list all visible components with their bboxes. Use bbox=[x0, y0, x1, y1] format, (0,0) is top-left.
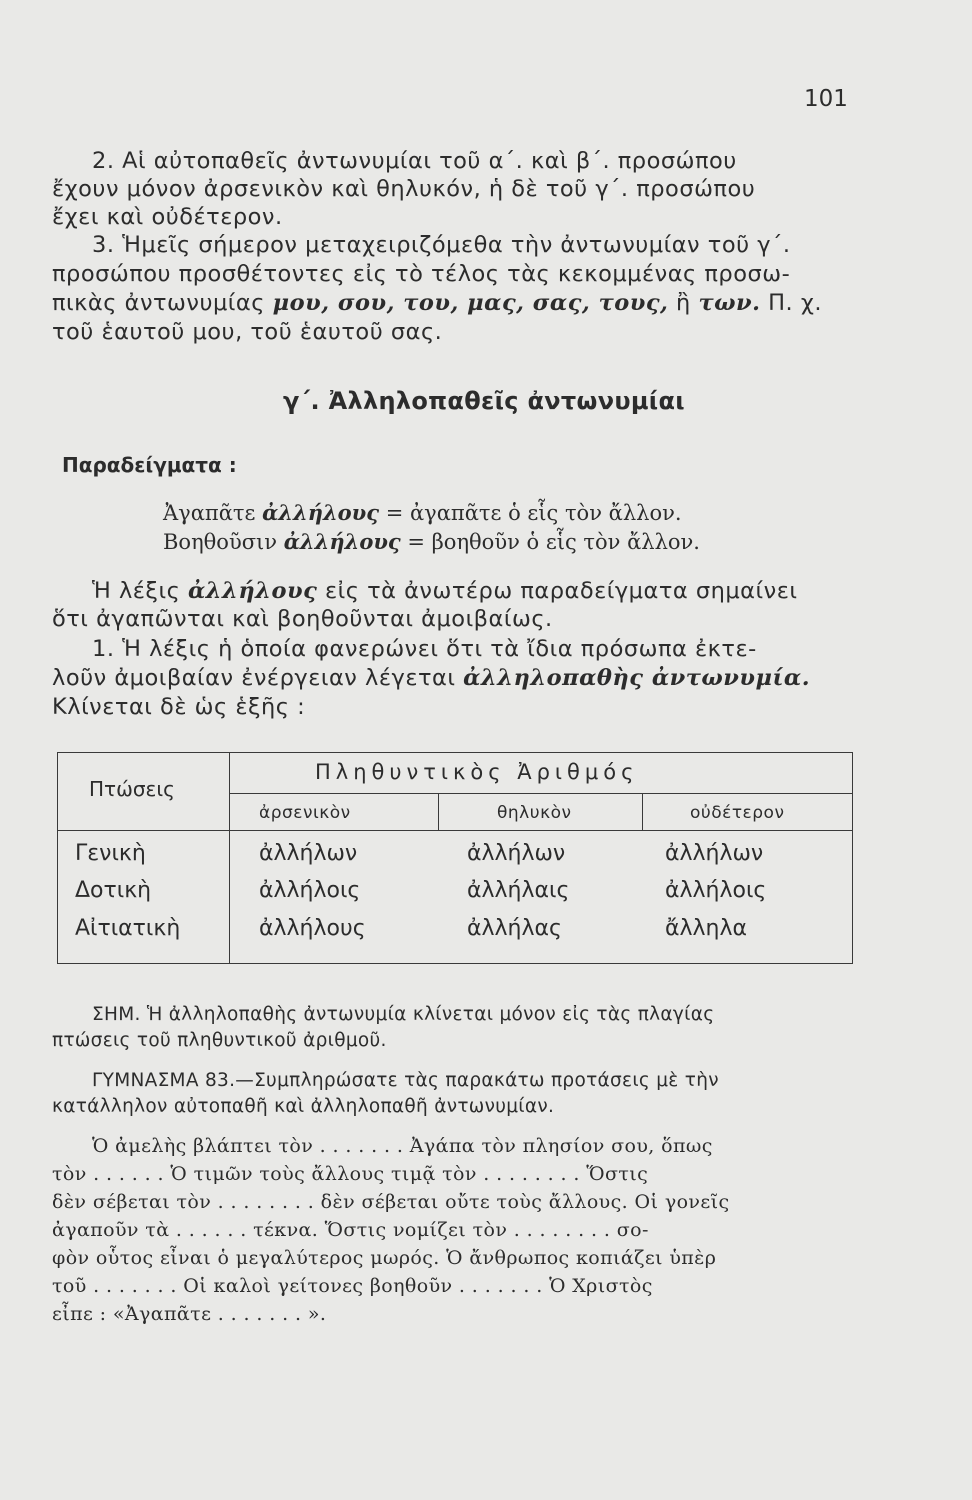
page-number: 101 bbox=[804, 86, 848, 112]
exercise-text-line-3: δὲν σέβεται τὸν . . . . . . . . δὲν σέβεται οὔτε τοὺς ἄλλους. Οἱ γονεῖς bbox=[52, 1191, 730, 1213]
exercise-instruction: κατάλληλον αὐτοπαθῆ καὶ ἀλληλοπαθῆ ἀντωνυμίαν. bbox=[52, 1096, 555, 1117]
definition-line-1: 1. Ἡ λέξις ἡ ὁποία φανερώνει ὅτι τὰ ἴδια πρόσωπα ἐκτε- bbox=[92, 636, 757, 662]
example-1-pronoun: ἀλλήλους bbox=[262, 500, 380, 525]
table-right-border bbox=[852, 752, 853, 964]
table-row-accusative-masculine: ἀλλήλους bbox=[259, 916, 366, 941]
table-row-dative-masculine: ἀλλήλοις bbox=[259, 878, 361, 903]
exercise-text-line-6: τοῦ . . . . . . . Οἱ καλοὶ γείτονες βοηθοῦν . . . . . . . Ὁ Χριστὸς bbox=[52, 1275, 653, 1297]
table-row-genitive-case: Γενικὴ bbox=[75, 841, 146, 866]
example-2 bbox=[163, 529, 700, 554]
table-top-rule bbox=[57, 752, 853, 753]
paragraph-3-line-2: προσώπου προσθέτοντες εἰς τὸ τέλος τὰς κεκομμένας προσω- bbox=[52, 261, 791, 287]
definition-term: ἀλληλοπαθὴς ἀντωνυμία. bbox=[463, 665, 811, 691]
table-row-genitive-masculine: ἀλλήλων bbox=[259, 841, 358, 866]
table-row-genitive-feminine: ἀλλήλων bbox=[467, 841, 566, 866]
exercise-text-line-7: εἶπε : «Ἀγαπᾶτε . . . . . . . ». bbox=[52, 1303, 327, 1325]
table-case-divider bbox=[229, 752, 230, 964]
definition-line-3: Κλίνεται δὲ ὡς ἑξῆς : bbox=[52, 694, 306, 720]
paragraph-3-text: πικὰς ἀντωνυμίας bbox=[52, 290, 265, 316]
clitic-pronouns: μου, σου, του, μας, σας, τους, bbox=[272, 290, 669, 316]
table-body-rule bbox=[57, 830, 853, 831]
note-line-1: ΣΗΜ. Ἡ ἀλληλοπαθὴς ἀντωνυμία κλίνεται μόνον εἰς τὰς πλαγίας bbox=[92, 1004, 715, 1025]
table-left-border bbox=[57, 752, 58, 964]
note-line-2: πτώσεις τοῦ πληθυντικοῦ ἀριθμοῦ. bbox=[52, 1030, 387, 1051]
paragraph-3-line-3 bbox=[52, 290, 822, 316]
table-row-dative-feminine: ἀλλήλαις bbox=[467, 878, 570, 903]
explanation-line-2: ὅτι ἀγαπῶνται καὶ βοηθοῦνται ἀμοιβαίως. bbox=[52, 606, 553, 632]
paragraph-3-line-1: 3. Ἡμεῖς σήμερον μεταχειριζόμεθα τὴν ἀντωνυμίαν τοῦ γ΄. bbox=[92, 232, 791, 258]
table-case-header: Πτώσεις bbox=[89, 777, 175, 801]
example-1 bbox=[163, 500, 682, 525]
paragraph-2-line-3: ἔχει καὶ οὐδέτερον. bbox=[52, 204, 283, 230]
paragraph-3-line-4: τοῦ ἑαυτοῦ μου, τοῦ ἑαυτοῦ σας. bbox=[52, 319, 443, 345]
conjunction: ἢ bbox=[676, 290, 691, 316]
table-number-header: Πληθυντικὸς Ἀριθμός bbox=[315, 760, 639, 784]
table-header-rule bbox=[229, 793, 853, 794]
table-row-accusative-case: Αἰτιατικὴ bbox=[75, 916, 181, 941]
explanation-line-1 bbox=[92, 578, 797, 604]
definition-line-2 bbox=[52, 665, 810, 691]
explanation-pronoun: ἀλλήλους bbox=[187, 578, 318, 604]
exercise-text-line-4: ἀγαποῦν τὰ . . . . . . τέκνα. Ὅστις νομίζει τὸν . . . . . . . . σο- bbox=[52, 1219, 649, 1241]
table-row-dative-neuter: ἀλλήλοις bbox=[665, 878, 767, 903]
example-2-pronoun: ἀλλήλους bbox=[283, 529, 401, 554]
paragraph-2-line-2: ἔχουν μόνον ἀρσενικὸν καὶ θηλυκόν, ἡ δὲ τοῦ γ΄. προσώπου bbox=[52, 176, 756, 202]
table-bottom-rule bbox=[57, 963, 853, 964]
table-gender-divider-1 bbox=[438, 793, 439, 830]
examples-label: Παραδείγματα : bbox=[62, 453, 237, 477]
section-heading: γ΄. Ἀλληλοπαθεῖς ἀντωνυμίαι bbox=[283, 387, 685, 415]
table-gender-masculine: ἀρσενικὸν bbox=[259, 803, 351, 823]
exercise-title: ΓΥΜΝΑΣΜΑ 83.—Συμπληρώσατε τὰς παρακάτω προτάσεις μὲ τὴν bbox=[92, 1070, 719, 1091]
table-row-dative-case: Δοτικὴ bbox=[75, 878, 152, 903]
example-abbrev: Π. χ. bbox=[768, 290, 822, 316]
clitic-pronoun-ton: των. bbox=[698, 290, 761, 316]
definition-text: λοῦν ἀμοιβαίαν ἐνέργειαν λέγεται bbox=[52, 665, 456, 691]
table-row-accusative-feminine: ἀλλήλας bbox=[467, 916, 562, 941]
table-gender-feminine: θηλυκὸν bbox=[497, 803, 572, 823]
exercise-text-line-5: φὸν οὗτος εἶναι ὁ μεγαλύτερος μωρός. Ὁ ἄνθρωπος κοπιάζει ὑπὲρ bbox=[52, 1247, 717, 1269]
table-gender-divider-2 bbox=[642, 793, 643, 830]
exercise-text-line-1: Ὁ ἀμελὴς βλάπτει τὸν . . . . . . . Ἀγάπα τὸν πλησίον σου, ὅπως bbox=[92, 1135, 713, 1157]
paragraph-2-line-1: 2. Αἱ αὐτοπαθεῖς ἀντωνυμίαι τοῦ α΄. καὶ β΄. προσώπου bbox=[92, 148, 737, 174]
table-gender-neuter: οὐδέτερον bbox=[690, 803, 785, 823]
example-2-verb: Βοηθοῦσιν bbox=[163, 530, 278, 554]
explanation-text-a: Ἡ λέξις bbox=[92, 578, 181, 604]
example-1-gloss: = ἀγαπᾶτε ὁ εἷς τὸν ἄλλον. bbox=[385, 501, 682, 525]
table-row-genitive-neuter: ἀλλήλων bbox=[665, 841, 764, 866]
table-row-accusative-neuter: ἄλληλα bbox=[665, 916, 748, 941]
explanation-text-b: εἰς τὰ ἀνωτέρω παραδείγματα σημαίνει bbox=[324, 578, 798, 604]
exercise-text-line-2: τὸν . . . . . . Ὁ τιμῶν τοὺς ἄλλους τιμᾷ τὸν . . . . . . . . Ὅστις bbox=[52, 1163, 649, 1185]
example-1-verb: Ἀγαπᾶτε bbox=[163, 501, 256, 525]
example-2-gloss: = βοηθοῦν ὁ εἷς τὸν ἄλλον. bbox=[407, 530, 700, 554]
declension-table bbox=[57, 752, 853, 964]
